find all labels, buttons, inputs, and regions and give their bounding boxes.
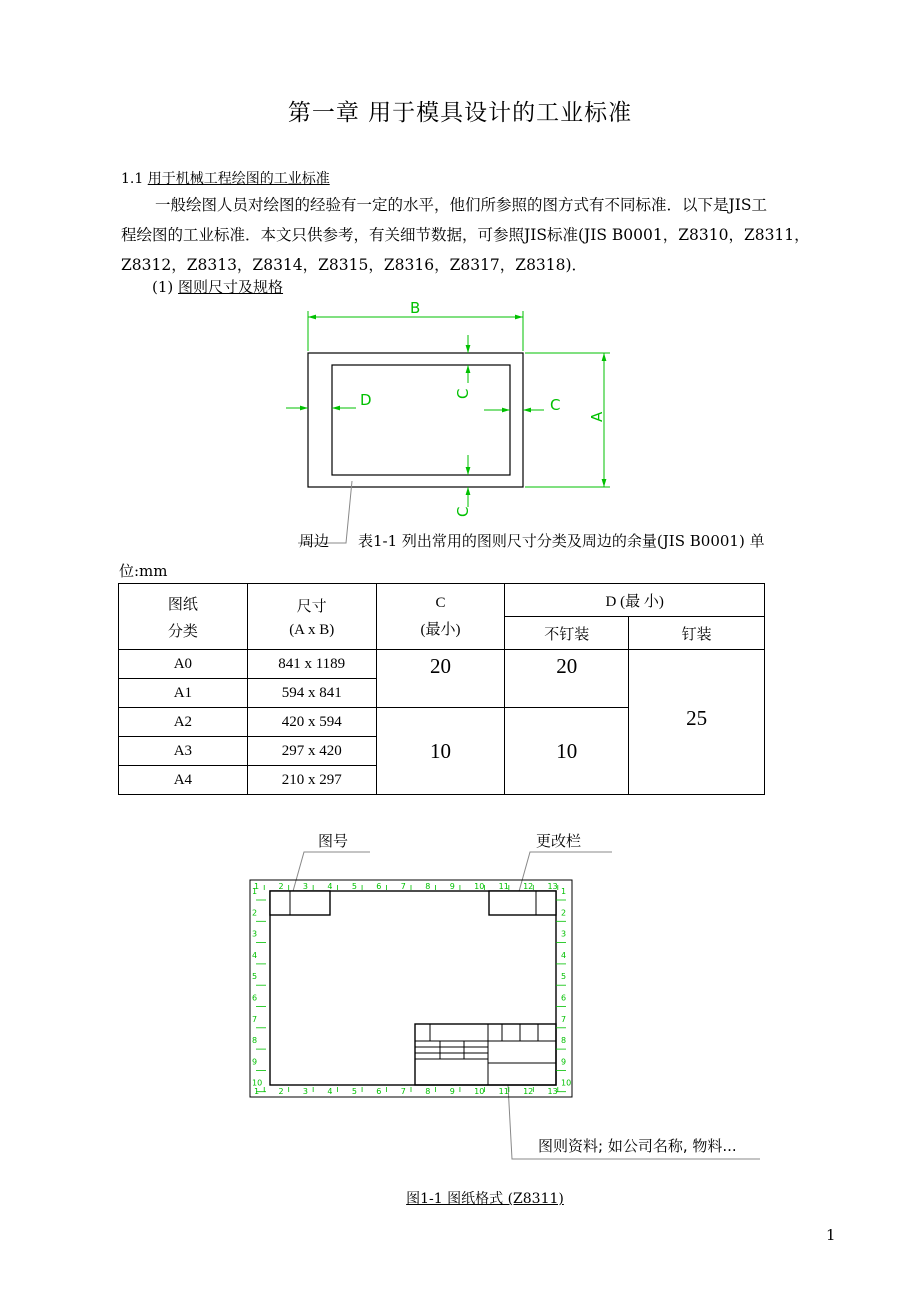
ruler-right-number: 7 [561, 1014, 567, 1024]
ruler-right-number: 10 [561, 1078, 572, 1088]
revision-block [489, 891, 556, 915]
header-d: D (最 小) [505, 584, 765, 617]
drawing-format-diagram [240, 825, 800, 1165]
ruler-left-number: 7 [252, 1014, 258, 1024]
drawing-number-block [270, 891, 330, 915]
header-d-bind: 钉装 [629, 617, 765, 650]
cell-size: 420 x 594 [247, 708, 376, 737]
sheet-size-table [118, 583, 765, 795]
ruler-bottom-number: 4 [327, 1087, 333, 1096]
label-drawing-number: 图号 [318, 832, 349, 850]
ruler-left-number: 5 [252, 972, 258, 982]
cell-paper: A0 [119, 650, 248, 679]
paragraph-line-1: 一般绘图人员对绘图的经验有一定的水平，他们所参照的图方式有不同标准．以下是JIS工 [155, 196, 767, 214]
paragraph-line-2: 程绘图的工业标准．本文只供参考，有关细节数据，可参照JIS标准(JIS B0001，Z8310，Z8311， [121, 226, 810, 244]
header-d-nobind: 不钉装 [505, 617, 629, 650]
header-c: C (最小) [376, 584, 505, 650]
ruler-top-number: 9 [449, 882, 455, 891]
ruler-left-number: 3 [252, 929, 258, 939]
title-block [415, 1024, 556, 1085]
ruler-bottom-number: 5 [351, 1087, 357, 1096]
ruler-bottom-number: 10 [474, 1087, 485, 1096]
section-heading [121, 168, 330, 188]
table-row [119, 650, 765, 679]
sheet-dimension-diagram [270, 295, 630, 555]
inner-frame [332, 365, 510, 475]
ruler-left-number: 4 [252, 950, 258, 960]
ruler-top-number: 1 [254, 882, 260, 891]
ruler-left-number: 10 [252, 1078, 263, 1088]
ruler-top-number: 6 [376, 882, 382, 891]
figure-caption: 图1-1 图纸格式 (Z8311) [406, 1191, 564, 1207]
ruler-bottom-number: 7 [400, 1087, 406, 1096]
dimension-label-a: A [588, 411, 606, 422]
table-header-row [119, 584, 765, 617]
table-caption: 表1-1 列出常用的图则尺寸分类及周边的余量(JIS B0001) 单 [358, 532, 765, 550]
ruler-right-number: 8 [561, 1036, 567, 1046]
ruler-bottom-number: 3 [302, 1087, 309, 1096]
subsection-title: 图则尺寸及规格 [178, 278, 284, 296]
header-size: 尺寸 (A x B) [247, 584, 376, 650]
sheet-frame [270, 891, 556, 1085]
subsection-number: (1) [152, 278, 174, 296]
subsection-heading [152, 276, 283, 297]
ruler-top-number: 8 [425, 882, 431, 891]
label-title-block: 图则资料; 如公司名称, 物料... [538, 1137, 737, 1155]
ruler-top-number: 10 [474, 882, 485, 891]
cell-paper: A3 [119, 737, 248, 766]
cell-size: 297 x 420 [247, 737, 376, 766]
ruler-left-number: 8 [252, 1036, 258, 1046]
label-revision-column: 更改栏 [536, 832, 582, 850]
border-label: 周边 [299, 532, 330, 550]
dimension-label-c-right: C [550, 396, 561, 414]
ruler-bottom-number: 1 [254, 1087, 260, 1096]
section-title: 用于机械工程绘图的工业标准 [147, 171, 330, 187]
page-title: 第一章 用于模具设计的工业标准 [287, 100, 633, 126]
ruler-left-number: 2 [252, 908, 258, 918]
dimension-label-c-bottom: C [454, 506, 472, 517]
cell-paper: A1 [119, 679, 248, 708]
dimension-label-d: D [360, 391, 372, 409]
dimension-label-b: B [410, 299, 421, 317]
ruler-top-number: 3 [302, 882, 309, 891]
ruler-bottom-number: 8 [425, 1087, 431, 1096]
cell-paper: A4 [119, 766, 248, 795]
ruler-top-number: 7 [400, 882, 406, 891]
ruler-bottom-number: 13 [547, 1087, 558, 1096]
ruler-top-number: 13 [547, 882, 558, 891]
ruler-bottom-number: 12 [523, 1087, 534, 1096]
ruler-bottom-number: 6 [376, 1087, 382, 1096]
ruler-right-number: 9 [561, 1057, 567, 1067]
cell-c-a2a4: 10 [376, 708, 505, 795]
header-paper: 图纸 分类 [119, 584, 248, 650]
page-number: 1 [826, 1226, 836, 1244]
cell-d-nobind-a0a1: 20 [505, 650, 629, 708]
ruler-left-number: 9 [252, 1057, 258, 1067]
cell-paper: A2 [119, 708, 248, 737]
cell-c-a0a1: 20 [376, 650, 505, 708]
table-caption-unit: 位:mm [119, 562, 168, 580]
outer-frame [308, 353, 523, 487]
ruler-right-number: 4 [561, 950, 567, 960]
ruler-top-number: 11 [498, 882, 509, 891]
cell-size: 841 x 1189 [247, 650, 376, 679]
ruler-top-number: 4 [327, 882, 333, 891]
cell-d-nobind-a2a4: 10 [505, 708, 629, 795]
paragraph-line-3: Z8312，Z8313，Z8314，Z8315，Z8316，Z8317，Z8318)． [121, 256, 588, 274]
ruler-top-number: 12 [523, 882, 534, 891]
cell-d-bind-all: 25 [629, 650, 765, 795]
ruler-right-number: 2 [561, 908, 567, 918]
ruler-right-number: 6 [561, 993, 567, 1003]
ruler-top-number: 5 [351, 882, 357, 891]
ruler-right-number: 1 [561, 887, 567, 896]
ruler-right-number: 3 [561, 929, 567, 939]
ruler-right-number: 5 [561, 972, 567, 982]
dimension-label-c-top: C [454, 388, 472, 399]
intro-paragraph [121, 190, 841, 280]
ruler-bottom-number: 9 [449, 1087, 455, 1096]
section-number: 1.1 [121, 171, 144, 187]
ruler-top-number: 2 [278, 882, 284, 891]
ruler-bottom-number: 11 [498, 1087, 509, 1096]
ruler-bottom-number: 2 [278, 1087, 284, 1096]
ruler-left-number: 6 [252, 993, 258, 1003]
cell-size: 210 x 297 [247, 766, 376, 795]
cell-size: 594 x 841 [247, 679, 376, 708]
ruler-left-number: 1 [252, 887, 258, 896]
